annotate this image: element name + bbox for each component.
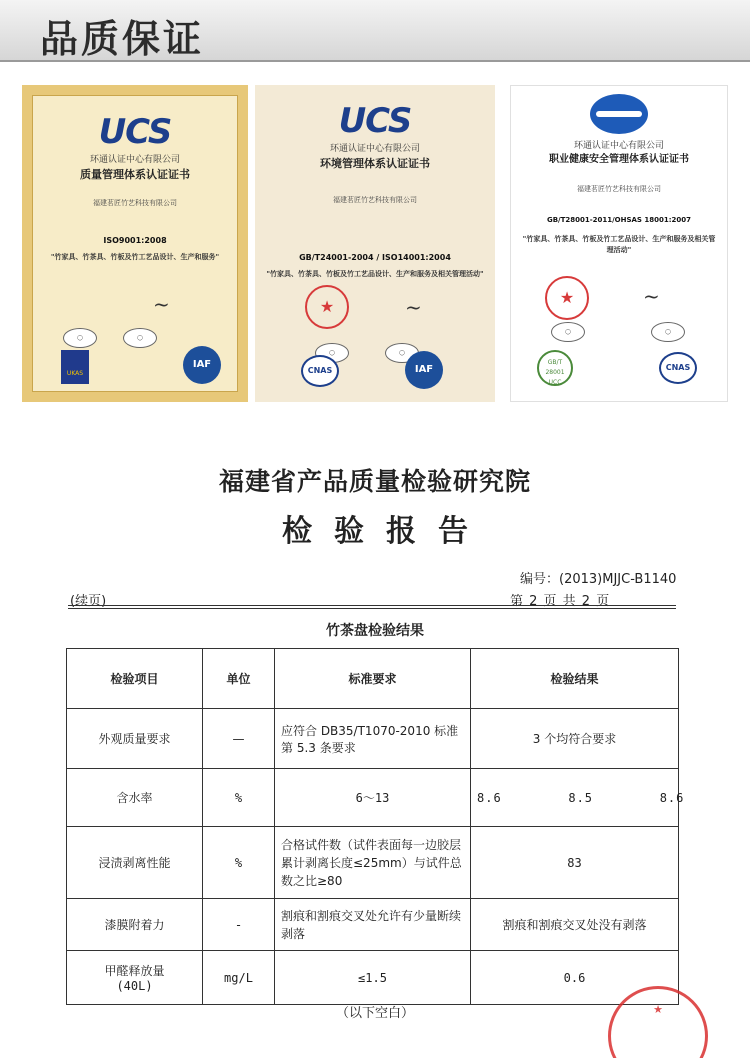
requirement-cell: 6～13: [275, 769, 471, 827]
report-subtitle: 竹茶盘检验结果: [326, 623, 424, 639]
item-cell: 浸渍剥离性能: [67, 827, 203, 899]
divider: [68, 608, 676, 609]
cert-scope: "竹家具、竹茶具、竹板及竹工艺品设计、生产和服务及相关管理活动": [522, 235, 716, 254]
cert-company: 福建茗匠竹艺科技有限公司: [577, 185, 661, 193]
divider: [68, 605, 676, 606]
cert-standard: GB/T28001-2011/OHSAS 18001:2007: [546, 216, 692, 224]
result-cell: 0.6: [471, 951, 679, 1005]
badge: ◯: [385, 343, 419, 363]
cert-company: 福建茗匠竹艺科技有限公司: [333, 196, 417, 204]
result-cell: 8.6 8.5 8.6: [471, 769, 679, 827]
signature: ~: [643, 284, 657, 308]
end-note: （以下空白）: [335, 1006, 414, 1021]
column-header: 单位: [203, 649, 275, 709]
table-row: [67, 899, 679, 951]
ucs-logo: UCS: [98, 112, 172, 152]
signature: ~: [153, 292, 167, 316]
cert-issuer: 环通认证中心有限公司: [573, 141, 664, 151]
cert-scope: "竹家具、竹茶具、竹板及竹工艺品设计、生产和服务及相关管理活动": [266, 270, 484, 278]
cert-issuer: 环通认证中心有限公司: [89, 155, 180, 165]
report-number: 编号：(2013)MJJC-B1140: [520, 572, 677, 587]
item-cell: 漆膜附着力: [67, 899, 203, 951]
ucs-logo: UCS: [338, 101, 412, 141]
requirement-cell: 割痕和割痕交叉处允许有少量断续剥落: [275, 899, 471, 951]
report-continued: (续页): [70, 594, 107, 609]
ukas-mark: UKAS: [61, 350, 89, 384]
cert-company: 福建茗匠竹艺科技有限公司: [93, 199, 177, 207]
cert-standard: ISO9001:2008: [103, 236, 167, 245]
cert-title: 职业健康安全管理体系认证证书: [549, 154, 689, 165]
certificate-occupational-health[interactable]: [510, 85, 728, 402]
red-seal-icon: ★: [305, 285, 349, 329]
result-cell: 割痕和割痕交叉处没有剥落: [471, 899, 679, 951]
unit-cell: %: [203, 769, 275, 827]
cert-issuer: 环通认证中心有限公司: [329, 144, 420, 154]
badge: ◯: [63, 328, 97, 348]
item-label: 甲醛释放量: [104, 964, 165, 978]
certificate-environment[interactable]: [255, 85, 495, 402]
item-cell: 外观质量要求: [67, 709, 203, 769]
item-cell: [67, 951, 203, 1005]
iaf-logo: IAF: [405, 351, 443, 389]
badge: ◯: [551, 322, 585, 342]
table-row: [67, 951, 679, 1005]
cert-standard: GB/T24001-2004 / ISO14001:2004: [299, 253, 451, 262]
certificate-quality[interactable]: [22, 85, 248, 402]
unit-cell: —: [203, 709, 275, 769]
item-cell: 含水率: [67, 769, 203, 827]
column-header: 检验项目: [67, 649, 203, 709]
section-title: 品质保证: [40, 17, 205, 61]
iaf-logo: IAF: [183, 346, 221, 384]
column-header: 检验结果: [471, 649, 679, 709]
requirement-cell: 应符合 DB35/T1070-2010 标准第 5.3 条要求: [275, 709, 471, 769]
report-title: 检验报告: [282, 514, 490, 549]
badge: ◯: [651, 322, 685, 342]
cnas-logo: CNAS: [659, 352, 697, 384]
red-seal-icon: ★: [545, 276, 589, 320]
section-header: [0, 0, 750, 62]
report-page: 第 2 页 共 2 页: [510, 594, 611, 609]
ucc-badge: GB/T 28001 UCC: [537, 350, 573, 386]
table-header-row: [67, 649, 679, 709]
table-row: [67, 709, 679, 769]
unit-cell: -: [203, 899, 275, 951]
cert-title: 环境管理体系认证证书: [320, 157, 430, 170]
cnas-logo: CNAS: [301, 355, 339, 387]
cert-title: 质量管理体系认证证书: [80, 168, 190, 181]
unit-cell: mg/L: [203, 951, 275, 1005]
signature: ~: [405, 295, 419, 319]
requirement-cell: ≤1.5: [275, 951, 471, 1005]
unit-cell: %: [203, 827, 275, 899]
item-sublabel: (40L): [116, 979, 153, 993]
table-row: [67, 769, 679, 827]
badge: ◯: [123, 328, 157, 348]
badge: ◯: [315, 343, 349, 363]
column-header: 标准要求: [275, 649, 471, 709]
requirement-cell: 合格试件数（试件表面每一边胶层累计剥离长度≤25mm）与试件总数之比≥80: [275, 827, 471, 899]
result-cell: 3 个均符合要求: [471, 709, 679, 769]
globe-logo-icon: [590, 94, 648, 134]
result-cell: 83: [471, 827, 679, 899]
table-row: [67, 827, 679, 899]
cert-scope: "竹家具、竹茶具、竹板及竹工艺品设计、生产和服务": [50, 253, 220, 261]
results-table: [66, 648, 685, 1005]
red-stamp-icon: ★: [608, 986, 708, 1058]
report-organization: 福建省产品质量检验研究院: [218, 467, 531, 496]
